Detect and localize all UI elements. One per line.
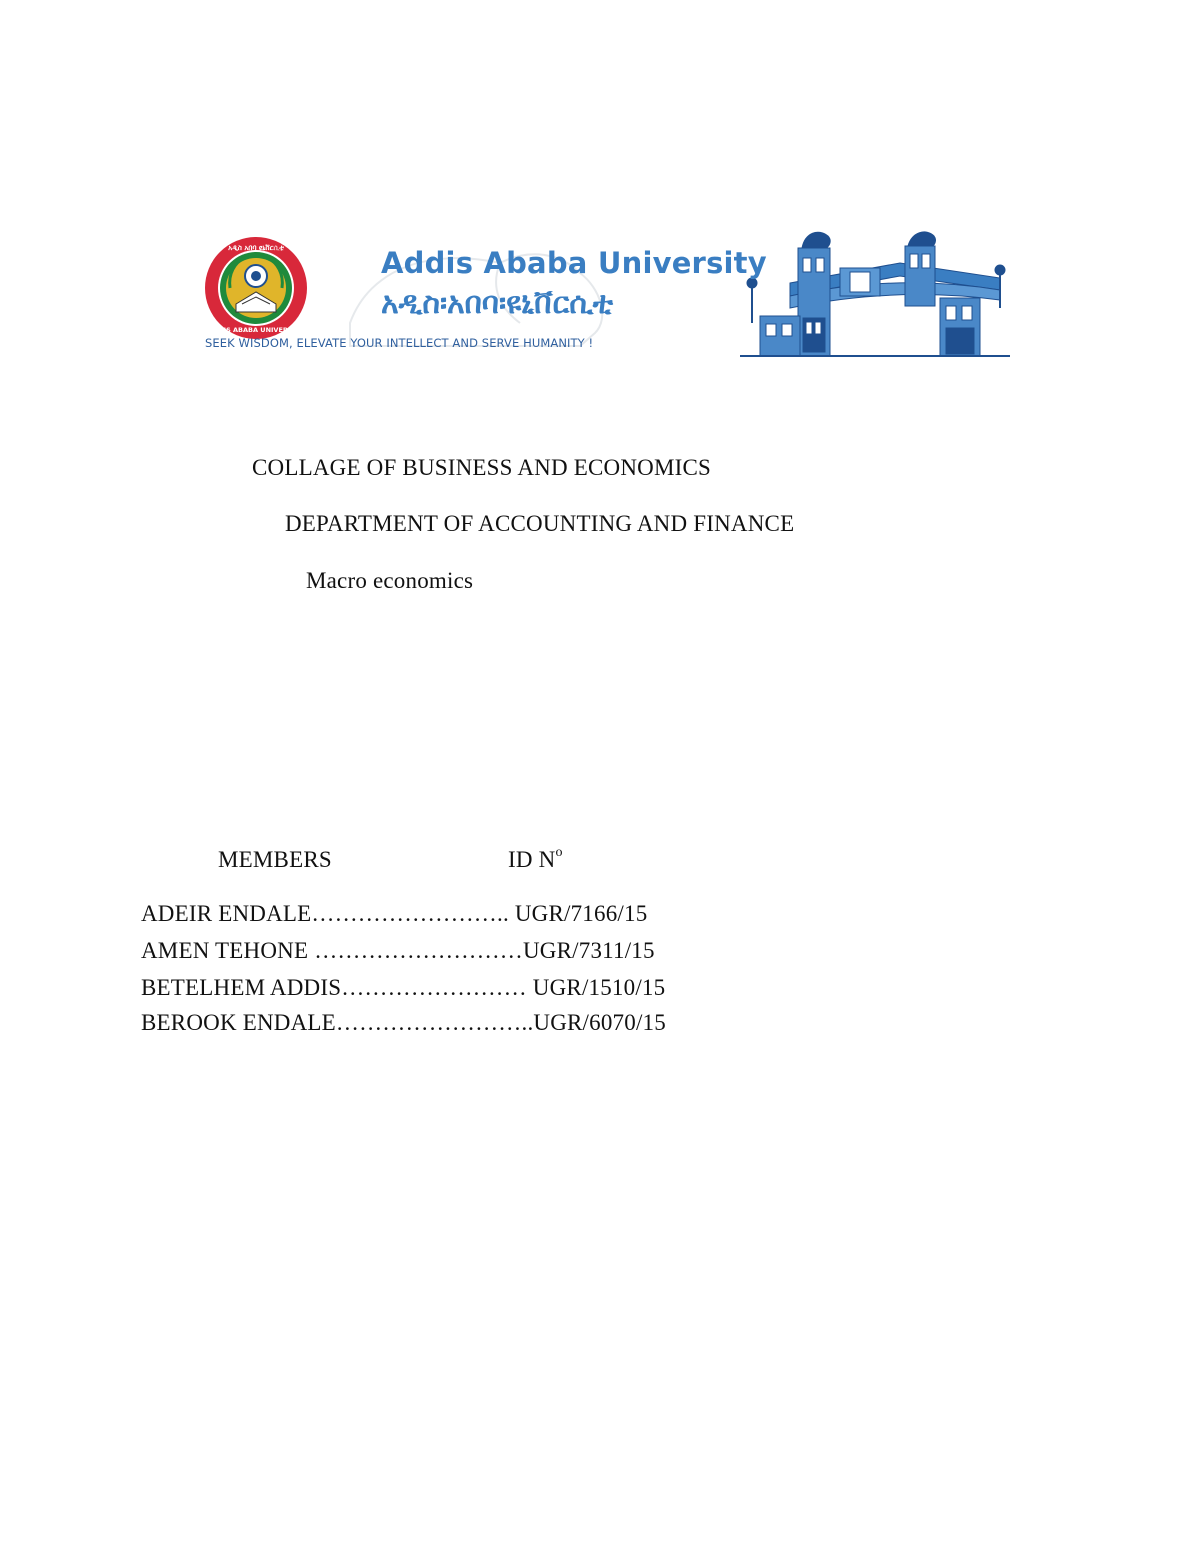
- member-name: AMEN TEHONE: [141, 938, 315, 963]
- member-name: ADEIR ENDALE: [141, 901, 312, 926]
- member-id: UGR/7311/15: [523, 938, 655, 963]
- university-motto: SEEK WISDOM, ELEVATE YOUR INTELLECT AND SERVE HUMANITY !: [205, 336, 594, 350]
- college-heading: COLLAGE OF BUSINESS AND ECONOMICS: [252, 455, 711, 480]
- department-heading: DEPARTMENT OF ACCOUNTING AND FINANCE: [285, 511, 795, 536]
- member-row: [141, 938, 655, 964]
- member-id: UGR/1510/15: [526, 975, 666, 1000]
- id-column-header-superscript: o: [555, 845, 563, 861]
- member-leader-dots: ………………………: [314, 938, 523, 963]
- member-id: UGR/7166/15: [508, 901, 648, 926]
- id-column-header: [508, 847, 563, 873]
- member-name: BEROOK ENDALE: [141, 1010, 336, 1035]
- member-leader-dots: ……………………: [341, 975, 527, 1000]
- university-banner: [200, 228, 1012, 363]
- university-name-english: Addis Ababa University: [381, 246, 767, 280]
- member-id: UGR/6070/15: [533, 1010, 666, 1035]
- university-seal-icon: [205, 237, 307, 339]
- course-title: Macro economics: [306, 568, 474, 593]
- university-name-amharic: አዲስ፡አበባ፡ዩኒቨርሲቲ: [381, 286, 614, 321]
- svg-text:ADDIS ABABA UNIVERSITY: ADDIS ABABA UNIVERSITY: [207, 326, 305, 334]
- member-row: [141, 975, 665, 1001]
- member-row: [141, 1010, 666, 1036]
- university-building-icon: [740, 232, 1010, 356]
- member-leader-dots: ……………………..: [335, 1010, 534, 1035]
- id-column-header-label: ID N: [508, 847, 556, 872]
- svg-text:አዲስ አበባ ዩኒቨርሲቲ: አዲስ አበባ ዩኒቨርሲቲ: [228, 244, 284, 252]
- member-name: BETELHEM ADDIS: [141, 975, 342, 1000]
- member-leader-dots: ……………………..: [311, 901, 509, 926]
- member-row: [141, 901, 647, 927]
- members-column-header: MEMBERS: [218, 847, 332, 872]
